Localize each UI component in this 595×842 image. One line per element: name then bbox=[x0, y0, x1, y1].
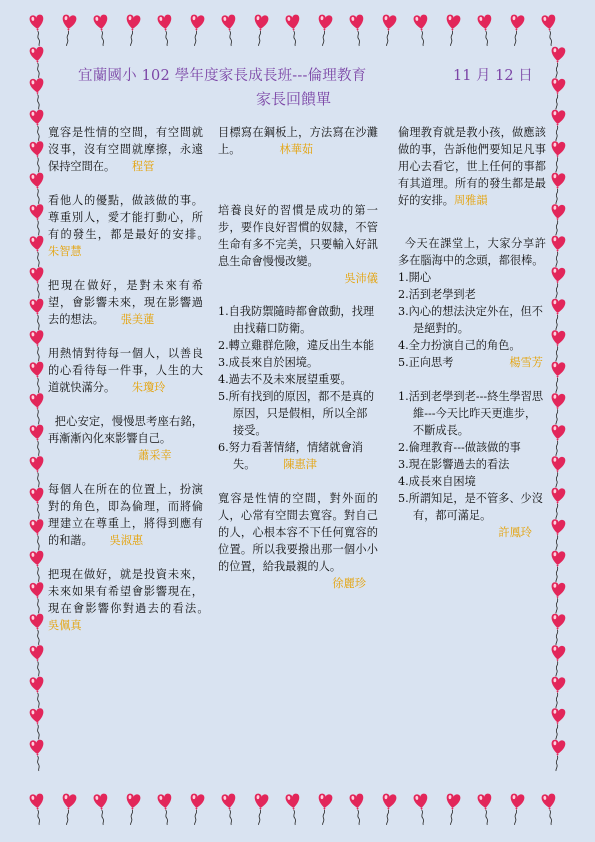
heart-balloon bbox=[29, 235, 45, 267]
heart-balloon bbox=[541, 793, 558, 825]
entry-text: 培養良好的習慣是成功的第一步，要作良好習慣的奴隸，不管生命有多不完美，只要輸入好訊息生命會慢慢改變。 bbox=[218, 204, 378, 268]
heart-balloon bbox=[29, 793, 46, 825]
entry-text: 把現在做好，就是投資未來，未來如果有希望會影響現在，現在會影響你對過去的看法。 bbox=[48, 568, 203, 615]
heart-balloon bbox=[549, 456, 565, 488]
list-item: 4.全力扮演自己的角色。 bbox=[398, 339, 521, 352]
heart-balloon bbox=[541, 14, 558, 46]
entry-author: 吳佩真 bbox=[48, 619, 82, 632]
numbered-list bbox=[398, 388, 546, 541]
date: 11 月 12 日 bbox=[453, 68, 533, 84]
entry-author: 吳淑惠 bbox=[109, 534, 144, 547]
heart-balloon bbox=[29, 519, 45, 551]
entry-author: 周雅韻 bbox=[453, 194, 488, 207]
heart-balloon bbox=[549, 330, 565, 362]
heart-balloon bbox=[29, 676, 45, 708]
column-1 bbox=[48, 124, 203, 634]
heart-balloon bbox=[124, 793, 141, 825]
heart-balloon bbox=[444, 14, 461, 46]
heart-balloon bbox=[29, 361, 45, 393]
heart-balloon bbox=[29, 613, 45, 645]
heart-balloon bbox=[252, 793, 269, 825]
heart-balloon bbox=[29, 46, 45, 78]
entry-text: 把現在做好，是對未來有希望，會影響未來，現在影響過去的想法。 bbox=[48, 279, 203, 326]
entry-author: 朱智慧 bbox=[48, 245, 82, 258]
heart-balloon bbox=[349, 793, 366, 825]
heart-balloon bbox=[549, 676, 565, 708]
heart-balloon bbox=[29, 456, 45, 488]
heart-balloon bbox=[380, 793, 397, 825]
heart-balloon bbox=[29, 141, 45, 173]
heart-balloon bbox=[29, 393, 45, 425]
heart-balloon bbox=[549, 424, 565, 456]
entry-text: 每個人在所在的位置上，扮演對的角色，即為倫理，而將倫理建立在尊重上，將得到應有的和諧。 bbox=[48, 483, 203, 547]
heart-balloon bbox=[29, 739, 45, 771]
heart-balloon bbox=[316, 14, 333, 46]
heart-balloon bbox=[549, 204, 565, 236]
heart-balloon bbox=[549, 393, 565, 425]
entry-author: 朱瓊玲 bbox=[131, 381, 166, 394]
heart-balloon bbox=[349, 14, 366, 46]
entry-author: 許鳳玲 bbox=[498, 526, 532, 539]
heart-balloon bbox=[549, 298, 565, 330]
entry-text: 用熱情對待每一個人，以善良的心看待每一件事，人生的大道就快滿分。 bbox=[48, 347, 203, 394]
numbered-list bbox=[398, 269, 546, 371]
heart-balloon bbox=[549, 708, 565, 740]
feedback-entry bbox=[48, 345, 203, 396]
heart-balloon bbox=[549, 267, 565, 299]
heart-balloon bbox=[29, 14, 46, 46]
entry-author: 陳惠津 bbox=[283, 458, 317, 471]
entry-text: 寬容是性情的空間，對外面的人，心常有空間去寬容。對自己的人，心根本容不下任何寬容的位置。所以我要撥出那一個小小的位置，給我最親的人。 bbox=[218, 492, 378, 573]
feedback-entry bbox=[48, 124, 203, 175]
entry-text: 倫理教育就是教小孩，做應該做的事，告訴他們要知足凡事用心去看它，世上任何的事都有其道理。所有的發生都是最好的安排。 bbox=[398, 126, 546, 207]
feedback-entry bbox=[218, 490, 378, 575]
heart-balloon bbox=[413, 14, 430, 46]
list-item: 3.內心的想法決定外在，但不是絕對的。 bbox=[398, 305, 543, 335]
heart-balloon bbox=[477, 793, 494, 825]
list-item: 3.現在影響過去的看法 bbox=[398, 458, 510, 471]
heart-balloon bbox=[29, 582, 45, 614]
page-title: 宜蘭國小 102 學年度家長成長班---倫理教育 bbox=[78, 68, 367, 84]
heart-balloon bbox=[549, 613, 565, 645]
entry-author: 程管 bbox=[131, 160, 155, 173]
feedback-entry bbox=[398, 124, 546, 209]
heart-balloon bbox=[221, 14, 238, 46]
feedback-entry bbox=[218, 202, 378, 270]
list-item-text: 6.努力看著情緒，情緒就會消失。 bbox=[218, 441, 363, 471]
heart-balloon bbox=[549, 582, 565, 614]
heart-balloon bbox=[188, 793, 205, 825]
feedback-entry bbox=[48, 481, 203, 549]
list-item bbox=[398, 354, 546, 371]
column-3 bbox=[398, 124, 546, 541]
entry-author: 吳沛儀 bbox=[344, 272, 378, 285]
heart-balloon bbox=[549, 172, 565, 204]
heart-balloon bbox=[157, 14, 174, 46]
heart-balloon bbox=[549, 645, 565, 677]
heart-balloon bbox=[93, 14, 110, 46]
heart-balloon bbox=[29, 487, 45, 519]
list-item: 4.成長來自困境 bbox=[398, 475, 476, 488]
heart-balloon bbox=[549, 109, 565, 141]
entry-author: 張美蓮 bbox=[120, 313, 155, 326]
list-item: 2.活到老學到老 bbox=[398, 288, 476, 301]
entry-author: 楊雪芳 bbox=[509, 356, 543, 369]
heart-balloon bbox=[316, 793, 333, 825]
list-item: 2.轉立雞群危險，違反出生本能 bbox=[218, 339, 375, 352]
feedback-entry bbox=[48, 277, 203, 328]
page-subtitle: 家長回饋單 bbox=[256, 90, 332, 108]
heart-balloon bbox=[29, 298, 45, 330]
heart-balloon bbox=[124, 14, 141, 46]
heart-balloon bbox=[221, 793, 238, 825]
heart-balloon bbox=[29, 708, 45, 740]
list-item: 1.自我防禦隨時都會啟動，找理由找藉口防衛。 bbox=[218, 305, 375, 335]
heart-balloon bbox=[285, 793, 302, 825]
heart-balloon bbox=[549, 487, 565, 519]
feedback-entry bbox=[48, 192, 203, 260]
heart-balloon bbox=[29, 424, 45, 456]
feedback-entry bbox=[48, 413, 203, 464]
heart-balloon bbox=[29, 550, 45, 582]
heart-balloon bbox=[549, 46, 565, 78]
heart-balloon bbox=[93, 793, 110, 825]
heart-balloon bbox=[188, 14, 205, 46]
list-item bbox=[218, 439, 378, 473]
list-item: 2.倫理教育---做該做的事 bbox=[398, 441, 521, 454]
heart-balloon bbox=[444, 793, 461, 825]
entry-author: 林華茹 bbox=[279, 143, 314, 156]
entry-text: 看他人的優點，做該做的事。尊重別人，愛才能打動心，所有的發生，都是最好的安排。 bbox=[48, 194, 203, 241]
feedback-entry bbox=[218, 124, 378, 158]
heart-balloon bbox=[60, 14, 77, 46]
entry-author: 徐麗珍 bbox=[332, 577, 366, 590]
heart-balloon bbox=[549, 141, 565, 173]
entry-text: 目標寫在鋼板上，方法寫在沙灘上。 bbox=[218, 126, 378, 156]
list-item: 5.所謂知足，是不管多、少沒有，都可滿足。 bbox=[398, 492, 543, 522]
entry-text: 把心安定，慢慢思考座右銘，再漸漸內化來影響自己。 bbox=[48, 415, 203, 445]
list-item: 5.所有找到的原因，都不是真的原因，只是假相，所以全部接受。 bbox=[218, 390, 375, 437]
heart-balloon bbox=[549, 550, 565, 582]
list-item: 4.過去不及未來展望重要。 bbox=[218, 373, 352, 386]
heart-balloon bbox=[157, 793, 174, 825]
numbered-list bbox=[218, 303, 378, 473]
heart-balloon bbox=[29, 267, 45, 299]
heart-balloon bbox=[413, 793, 430, 825]
heart-balloon bbox=[252, 14, 269, 46]
heart-balloon bbox=[549, 235, 565, 267]
entry-text: 寬容是性情的空間，有空間就沒事，沒有空間就摩擦，永遠保持空間在。 bbox=[48, 126, 203, 173]
heart-balloon bbox=[29, 78, 45, 110]
heart-balloon bbox=[508, 793, 525, 825]
list-item: 1.開心 bbox=[398, 271, 432, 284]
entry-author: 蕭采幸 bbox=[138, 449, 172, 462]
heart-balloon bbox=[380, 14, 397, 46]
heart-balloon bbox=[549, 361, 565, 393]
heart-balloon bbox=[549, 519, 565, 551]
list-item: 1.活到老學到老---終生學習思維---今天比昨天更進步，不斷成長。 bbox=[398, 390, 544, 437]
column-2 bbox=[218, 124, 378, 592]
heart-balloon bbox=[60, 793, 77, 825]
heart-balloon bbox=[29, 330, 45, 362]
heart-balloon bbox=[29, 109, 45, 141]
heart-balloon bbox=[29, 645, 45, 677]
feedback-entry bbox=[48, 566, 203, 634]
heart-balloon bbox=[549, 739, 565, 771]
heart-balloon bbox=[29, 204, 45, 236]
heart-balloon bbox=[477, 14, 494, 46]
heart-balloon bbox=[29, 172, 45, 204]
heart-balloon bbox=[549, 78, 565, 110]
heart-balloon bbox=[508, 14, 525, 46]
heart-balloon bbox=[285, 14, 302, 46]
list-item: 3.成長來自於困境。 bbox=[218, 356, 319, 369]
feedback-entry: 今天在課堂上，大家分享許多在腦海中的念頭，都很棒。 bbox=[398, 237, 546, 267]
list-item-text: 5.正向思考 bbox=[398, 356, 454, 369]
